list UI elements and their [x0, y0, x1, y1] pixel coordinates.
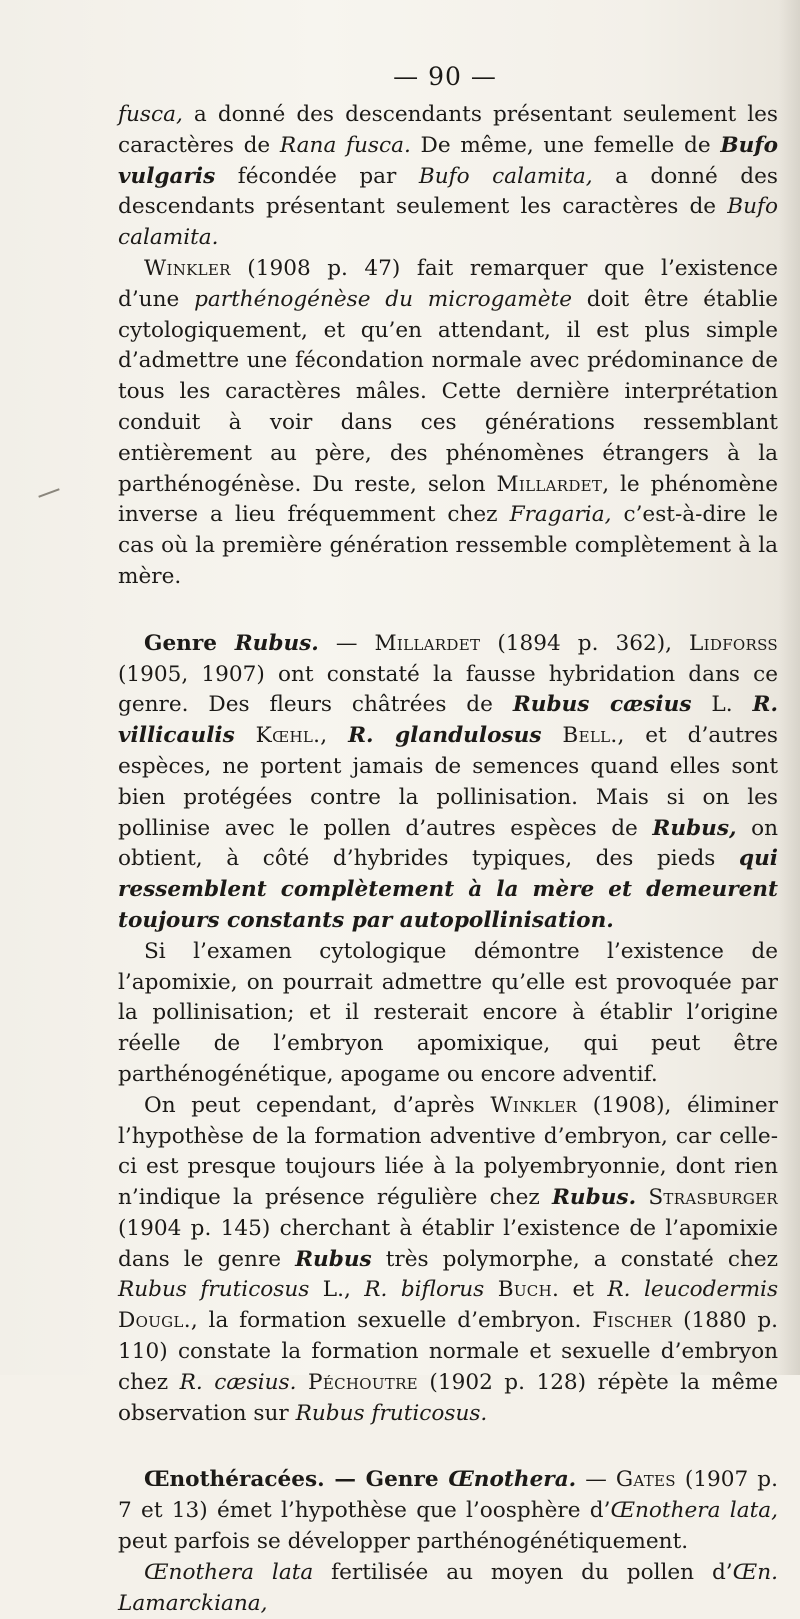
text-run: Rubus. [551, 1185, 637, 1211]
author-name: Fischer [592, 1308, 673, 1334]
section-heading-genus: Rubus. [234, 630, 319, 656]
author-name: Millardet [496, 471, 603, 497]
text-run: L. [691, 692, 753, 718]
section-gap [118, 593, 778, 629]
text-run: , [320, 723, 349, 749]
text-run: qui ressemblent complètement à la mère et demeurent toujours constants par autopollinisation. [118, 846, 778, 933]
author-name: Buch. [497, 1277, 560, 1303]
text-run: on obtient, à côté d’hybrides typiques, des pieds [118, 815, 778, 872]
text-run: On peut cependant, d’après [144, 1092, 491, 1118]
text-run: (1908 p. 47) fait remarquer que l’existence d’une [118, 255, 778, 312]
text-run: , et d’autres espèces, ne portent jamais de semences quand elles sont bien protégées contre la pollinisation. Mais si on les pollinise avec le pollen d’autres espèces de [118, 723, 778, 841]
section-heading: — Genre [324, 1467, 449, 1493]
section-gap [118, 1429, 778, 1465]
text-run: doit être établie cytologiquement, et qu’en attendant, il est plus simple d’admettre une fécondation normale avec prédominance de tous les caractères mâles. Cette dernière interprétation conduit à voir dans ces générations ressemblant entièrement au père, des phénomènes étrangers à la parthénogénèse. Du reste, selon [118, 286, 778, 497]
section-heading-genus: Œnothera. [448, 1467, 577, 1493]
author-name: Dougl. [118, 1308, 191, 1334]
text-run: très polymorphe, a constaté chez [371, 1246, 779, 1272]
paragraph-winkler-1908 [118, 1091, 778, 1430]
text-run: Œnothera lata, [610, 1498, 778, 1524]
text-run: — [576, 1467, 616, 1493]
text-run [297, 1370, 309, 1395]
text-run: L., [309, 1277, 365, 1303]
stray-pencil-mark [38, 488, 59, 497]
author-name: Winkler [144, 255, 231, 281]
section-oenotheracees [118, 1465, 778, 1557]
text-run: Bufo vulgaris [118, 132, 778, 189]
text-run: parthénogénèse du microgamète [194, 286, 572, 312]
text-run: (1907 p. 7 et 13) émet l’hypothèse que l’oosphère d’ [118, 1467, 778, 1524]
text-run: Rubus fruticosus. [295, 1400, 488, 1426]
body-text [118, 100, 778, 1619]
text-run: R. leucodermis [607, 1277, 779, 1303]
text-run: fertilisée au moyen du pollen d’ [313, 1559, 733, 1585]
author-name: Winkler [490, 1092, 578, 1118]
text-run: Rubus, [652, 815, 737, 841]
text-run: peut parfois se développer parthénogénétiquement. [118, 1529, 689, 1555]
page-number: — 90 — [393, 62, 497, 91]
text-run: et [559, 1277, 608, 1303]
text-run: fécondée par [215, 163, 419, 189]
text-run: fusca, [118, 102, 183, 127]
text-run: Bufo calamita, [418, 163, 593, 189]
author-name: Strasburger [648, 1185, 779, 1211]
text-run: Bufo calamita. [118, 194, 778, 251]
text-run [636, 1185, 648, 1210]
paragraph-continuation [118, 100, 778, 254]
text-run: Œnothera lata [144, 1559, 314, 1585]
text-run: Œn. Lamarckiana, [118, 1559, 778, 1616]
text-run: De même, une femelle de [410, 132, 721, 158]
text-run: (1904 p. 145) cherchant à établir l’existence de l’apomixie dans le genre [118, 1215, 778, 1272]
text-run: a donné des descendants présentant seulement les caractères de [118, 163, 778, 220]
text-run: (1908), éliminer l’hypothèse de la formation adventive d’embryon, car celle-ci est presque toujours liée à la polyembryonnie, dont rien n’indique la présence régulière chez [118, 1092, 778, 1211]
text-run [235, 723, 256, 748]
text-run: Fragaria, [509, 502, 612, 528]
text-run: , le phénomène inverse a lieu fréquemment chez [118, 471, 778, 528]
paragraph-oenothera-lata [118, 1558, 778, 1619]
scan-shadow-edge [778, 0, 800, 1375]
text-run: R. biflorus [364, 1277, 485, 1303]
text-run: (1894 p. 362), [480, 630, 690, 656]
text-run: a donné des descendants présentant seulement les caractères de [118, 102, 778, 158]
text-run: (1880 p. 110) constate la formation normale et sexuelle d’embryon chez [118, 1308, 779, 1395]
paragraph-apomixie [118, 937, 778, 1091]
author-name: Millardet [374, 630, 481, 656]
author-name: Kœhl. [255, 723, 321, 749]
text-run: Rana fusca. [279, 132, 411, 158]
text-run: R. cæsius. [179, 1369, 297, 1395]
section-heading: Genre [144, 630, 235, 656]
text-run [542, 723, 563, 748]
author-name: Gates [615, 1467, 676, 1493]
text-run: , la formation sexuelle d’embryon. [190, 1308, 593, 1334]
author-name: Lidforss [689, 630, 779, 656]
author-name: Bell. [562, 723, 618, 749]
text-run [484, 1277, 497, 1302]
text-run: R. glandulosus [348, 723, 542, 749]
text-run: Rubus cæsius [512, 692, 692, 718]
text-run: Rubus [295, 1246, 372, 1272]
author-name: Péchoutre [308, 1369, 418, 1395]
text-run: (1902 p. 128) répète la même observation sur [118, 1369, 779, 1426]
text-run: — [318, 630, 375, 656]
section-rubus [118, 629, 778, 937]
paragraph-winkler [118, 254, 778, 593]
text-run: Rubus fruticosus [118, 1277, 310, 1303]
section-heading: Œnothéracées. [144, 1467, 325, 1493]
text-run: (1905, 1907) ont constaté la fausse hybridation dans ce genre. Des fleurs châtrées de [118, 661, 778, 718]
text-run: c’est-à-dire le cas où la première génération ressemble complètement à la mère. [118, 502, 778, 589]
text-run: Si l’examen cytologique démontre l’existence de l’apomixie, on pourrait admettre qu’elle est provoquée par la pollinisation; et il resterait encore à établir l’origine réelle de l’embryon apomixique, qui peut être parthénogénétique, apogame ou encore adventif. [118, 938, 778, 1087]
text-run: R. villicaulis [118, 692, 778, 749]
